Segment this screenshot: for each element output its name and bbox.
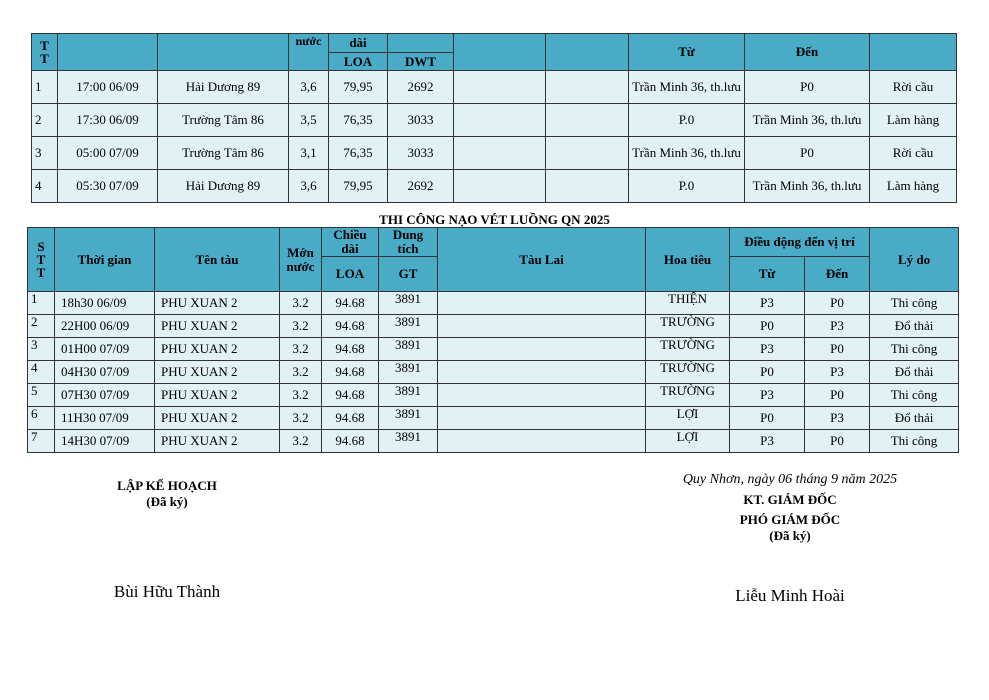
cell-draft: 3.2 bbox=[280, 361, 322, 384]
t2-header-reason: Lý do bbox=[870, 228, 959, 292]
cell-draft: 3.2 bbox=[280, 338, 322, 361]
cell-draft: 3.2 bbox=[280, 430, 322, 453]
cell-from: P3 bbox=[730, 384, 805, 407]
cell-time: 04H30 07/09 bbox=[55, 361, 155, 384]
cell-ship: Trường Tâm 86 bbox=[158, 137, 289, 170]
table-row bbox=[28, 292, 959, 315]
cell-ship: Trường Tâm 86 bbox=[158, 104, 289, 137]
cell-tug bbox=[454, 104, 546, 137]
cell-stt: 5 bbox=[28, 384, 55, 407]
cell-reason: Rời cầu bbox=[870, 137, 957, 170]
cell-to: P0 bbox=[745, 137, 870, 170]
cell-stt: 4 bbox=[32, 170, 58, 203]
cell-loa: 94.68 bbox=[322, 292, 379, 315]
cell-tug bbox=[438, 292, 646, 315]
cell-pilot: LỢI bbox=[646, 430, 730, 453]
cell-stt: 1 bbox=[32, 71, 58, 104]
cell-draft: 3.2 bbox=[280, 384, 322, 407]
t1-header-blank bbox=[388, 34, 454, 53]
cell-reason: Thi công bbox=[870, 430, 959, 453]
cell-loa: 94.68 bbox=[322, 361, 379, 384]
cell-tug bbox=[438, 384, 646, 407]
cell-time: 01H00 07/09 bbox=[55, 338, 155, 361]
cell-gt: 3891 bbox=[379, 315, 438, 338]
cell-tug bbox=[438, 361, 646, 384]
t2-header-time: Thời gian bbox=[55, 228, 155, 292]
t1-header-stt: T T bbox=[32, 34, 58, 71]
cell-pilot: TRƯỜNG bbox=[646, 315, 730, 338]
cell-draft: 3,6 bbox=[289, 71, 329, 104]
cell-loa: 79,95 bbox=[329, 170, 388, 203]
cell-stt: 3 bbox=[32, 137, 58, 170]
planner-name: Bùi Hữu Thành bbox=[113, 582, 221, 601]
t2-header-move: Điều động đến vị trí bbox=[730, 228, 870, 257]
cell-pilot bbox=[546, 104, 629, 137]
cell-tug bbox=[454, 137, 546, 170]
table-row bbox=[32, 137, 957, 170]
cell-draft: 3,5 bbox=[289, 104, 329, 137]
cell-dwt: 3033 bbox=[388, 104, 454, 137]
cell-pilot: TRƯỜNG bbox=[646, 361, 730, 384]
cell-tug bbox=[438, 315, 646, 338]
signature-right bbox=[655, 472, 925, 606]
director-name: Liễu Minh Hoài bbox=[735, 586, 845, 605]
cell-reason: Đổ thải bbox=[870, 315, 959, 338]
table-row bbox=[28, 338, 959, 361]
table-row bbox=[32, 170, 957, 203]
cell-to: P3 bbox=[805, 361, 870, 384]
cell-gt: 3891 bbox=[379, 292, 438, 315]
cell-from: P3 bbox=[730, 338, 805, 361]
cell-stt: 2 bbox=[28, 315, 55, 338]
ship-movement-table bbox=[31, 33, 957, 203]
t1-header-pilot bbox=[546, 34, 629, 71]
cell-to: P0 bbox=[745, 71, 870, 104]
cell-time: 17:30 06/09 bbox=[58, 104, 158, 137]
cell-ship: PHU XUAN 2 bbox=[155, 384, 280, 407]
cell-pilot bbox=[546, 71, 629, 104]
cell-draft: 3,1 bbox=[289, 137, 329, 170]
t1-header-to: Đến bbox=[745, 34, 870, 71]
cell-to: P0 bbox=[805, 338, 870, 361]
cell-reason: Rời cầu bbox=[870, 71, 957, 104]
t1-header-draft: nước bbox=[289, 34, 329, 71]
cell-reason: Đổ thải bbox=[870, 407, 959, 430]
t2-header-volume: Dung tích bbox=[379, 228, 438, 257]
cell-from: P0 bbox=[730, 361, 805, 384]
cell-dwt: 2692 bbox=[388, 71, 454, 104]
table-row bbox=[28, 384, 959, 407]
t2-header-loa: LOA bbox=[322, 257, 379, 292]
cell-time: 07H30 07/09 bbox=[55, 384, 155, 407]
planner-signed: (Đã ký) bbox=[146, 494, 188, 509]
cell-to: P3 bbox=[805, 315, 870, 338]
cell-dwt: 2692 bbox=[388, 170, 454, 203]
t1-header-loa: LOA bbox=[329, 53, 388, 71]
cell-from: P3 bbox=[730, 292, 805, 315]
cell-ship: Hải Dương 89 bbox=[158, 71, 289, 104]
cell-dwt: 3033 bbox=[388, 137, 454, 170]
table-row bbox=[32, 71, 957, 104]
cell-pilot: TRƯỜNG bbox=[646, 384, 730, 407]
place-date: Quy Nhơn, ngày 06 tháng 9 năm 2025 bbox=[682, 472, 898, 487]
cell-from: P.0 bbox=[629, 170, 745, 203]
cell-loa: 94.68 bbox=[322, 315, 379, 338]
cell-reason: Thi công bbox=[870, 292, 959, 315]
t2-header-to: Đến bbox=[805, 257, 870, 292]
cell-loa: 79,95 bbox=[329, 71, 388, 104]
t2-header-stt: S T T bbox=[28, 228, 55, 292]
t1-header-ship bbox=[158, 34, 289, 71]
cell-time: 05:30 07/09 bbox=[58, 170, 158, 203]
t2-header-tug: Tàu Lai bbox=[438, 228, 646, 292]
cell-draft: 3,6 bbox=[289, 170, 329, 203]
cell-gt: 3891 bbox=[379, 361, 438, 384]
cell-from: Trần Minh 36, th.lưu bbox=[629, 137, 745, 170]
cell-ship: PHU XUAN 2 bbox=[155, 338, 280, 361]
cell-loa: 76,35 bbox=[329, 104, 388, 137]
cell-tug bbox=[454, 170, 546, 203]
cell-gt: 3891 bbox=[379, 384, 438, 407]
table-row bbox=[28, 407, 959, 430]
cell-to: P0 bbox=[805, 430, 870, 453]
cell-time: 17:00 06/09 bbox=[58, 71, 158, 104]
cell-to: Trần Minh 36, th.lưu bbox=[745, 170, 870, 203]
cell-loa: 94.68 bbox=[322, 384, 379, 407]
cell-stt: 1 bbox=[28, 292, 55, 315]
cell-from: P3 bbox=[730, 430, 805, 453]
cell-reason: Làm hàng bbox=[870, 104, 957, 137]
planner-title: LẬP KẾ HOẠCH bbox=[117, 478, 217, 493]
cell-tug bbox=[454, 71, 546, 104]
cell-reason: Làm hàng bbox=[870, 170, 957, 203]
t2-header-ship: Tên tàu bbox=[155, 228, 280, 292]
cell-time: 14H30 07/09 bbox=[55, 430, 155, 453]
cell-draft: 3.2 bbox=[280, 407, 322, 430]
cell-time: 22H00 06/09 bbox=[55, 315, 155, 338]
cell-stt: 3 bbox=[28, 338, 55, 361]
cell-from: Trần Minh 36, th.lưu bbox=[629, 71, 745, 104]
cell-ship: PHU XUAN 2 bbox=[155, 407, 280, 430]
cell-tug bbox=[438, 407, 646, 430]
cell-to: P0 bbox=[805, 292, 870, 315]
director-title-2: PHÓ GIÁM ĐỐC bbox=[739, 512, 841, 527]
cell-from: P0 bbox=[730, 407, 805, 430]
cell-from: P.0 bbox=[629, 104, 745, 137]
cell-stt: 7 bbox=[28, 430, 55, 453]
t2-header-draft: Mớn nước bbox=[280, 228, 322, 292]
cell-to: Trần Minh 36, th.lưu bbox=[745, 104, 870, 137]
cell-stt: 2 bbox=[32, 104, 58, 137]
t2-header-from: Từ bbox=[730, 257, 805, 292]
director-title-1: KT. GIÁM ĐỐC bbox=[743, 492, 837, 507]
table-row bbox=[32, 104, 957, 137]
cell-time: 05:00 07/09 bbox=[58, 137, 158, 170]
t1-header-time bbox=[58, 34, 158, 71]
cell-loa: 76,35 bbox=[329, 137, 388, 170]
t2-header-length: Chiều dài bbox=[322, 228, 379, 257]
cell-time: 11H30 07/09 bbox=[55, 407, 155, 430]
signature-left bbox=[97, 478, 237, 602]
dredging-schedule-table bbox=[27, 227, 959, 453]
table-row bbox=[28, 430, 959, 453]
cell-pilot: TRƯỜNG bbox=[646, 338, 730, 361]
table-row bbox=[28, 315, 959, 338]
t2-header-gt: GT bbox=[379, 257, 438, 292]
cell-reason: Thi công bbox=[870, 338, 959, 361]
cell-draft: 3.2 bbox=[280, 315, 322, 338]
cell-ship: PHU XUAN 2 bbox=[155, 430, 280, 453]
table1-header-row bbox=[32, 34, 957, 53]
cell-loa: 94.68 bbox=[322, 338, 379, 361]
table-row bbox=[28, 361, 959, 384]
cell-from: P0 bbox=[730, 315, 805, 338]
director-signed: (Đã ký) bbox=[769, 528, 811, 543]
cell-reason: Đổ thải bbox=[870, 361, 959, 384]
cell-pilot: THIỆN bbox=[646, 292, 730, 315]
cell-to: P0 bbox=[805, 384, 870, 407]
cell-loa: 94.68 bbox=[322, 430, 379, 453]
cell-ship: PHU XUAN 2 bbox=[155, 361, 280, 384]
section-title: THI CÔNG NẠO VÉT LUỒNG QN 2025 bbox=[379, 212, 610, 227]
cell-gt: 3891 bbox=[379, 407, 438, 430]
cell-ship: Hải Dương 89 bbox=[158, 170, 289, 203]
cell-pilot: LỢI bbox=[646, 407, 730, 430]
t1-header-length: dài bbox=[329, 34, 388, 53]
t1-header-dwt: DWT bbox=[388, 53, 454, 71]
cell-to: P3 bbox=[805, 407, 870, 430]
cell-stt: 4 bbox=[28, 361, 55, 384]
cell-ship: PHU XUAN 2 bbox=[155, 315, 280, 338]
cell-loa: 94.68 bbox=[322, 407, 379, 430]
cell-pilot bbox=[546, 137, 629, 170]
table2-header-row bbox=[28, 228, 959, 257]
cell-tug bbox=[438, 338, 646, 361]
cell-tug bbox=[438, 430, 646, 453]
cell-gt: 3891 bbox=[379, 338, 438, 361]
t1-header-tug bbox=[454, 34, 546, 71]
cell-time: 18h30 06/09 bbox=[55, 292, 155, 315]
t2-header-pilot: Hoa tiêu bbox=[646, 228, 730, 292]
t1-header-from: Từ bbox=[629, 34, 745, 71]
cell-stt: 6 bbox=[28, 407, 55, 430]
cell-pilot bbox=[546, 170, 629, 203]
cell-gt: 3891 bbox=[379, 430, 438, 453]
cell-draft: 3.2 bbox=[280, 292, 322, 315]
cell-reason: Thi công bbox=[870, 384, 959, 407]
t1-header-reason bbox=[870, 34, 957, 71]
cell-ship: PHU XUAN 2 bbox=[155, 292, 280, 315]
